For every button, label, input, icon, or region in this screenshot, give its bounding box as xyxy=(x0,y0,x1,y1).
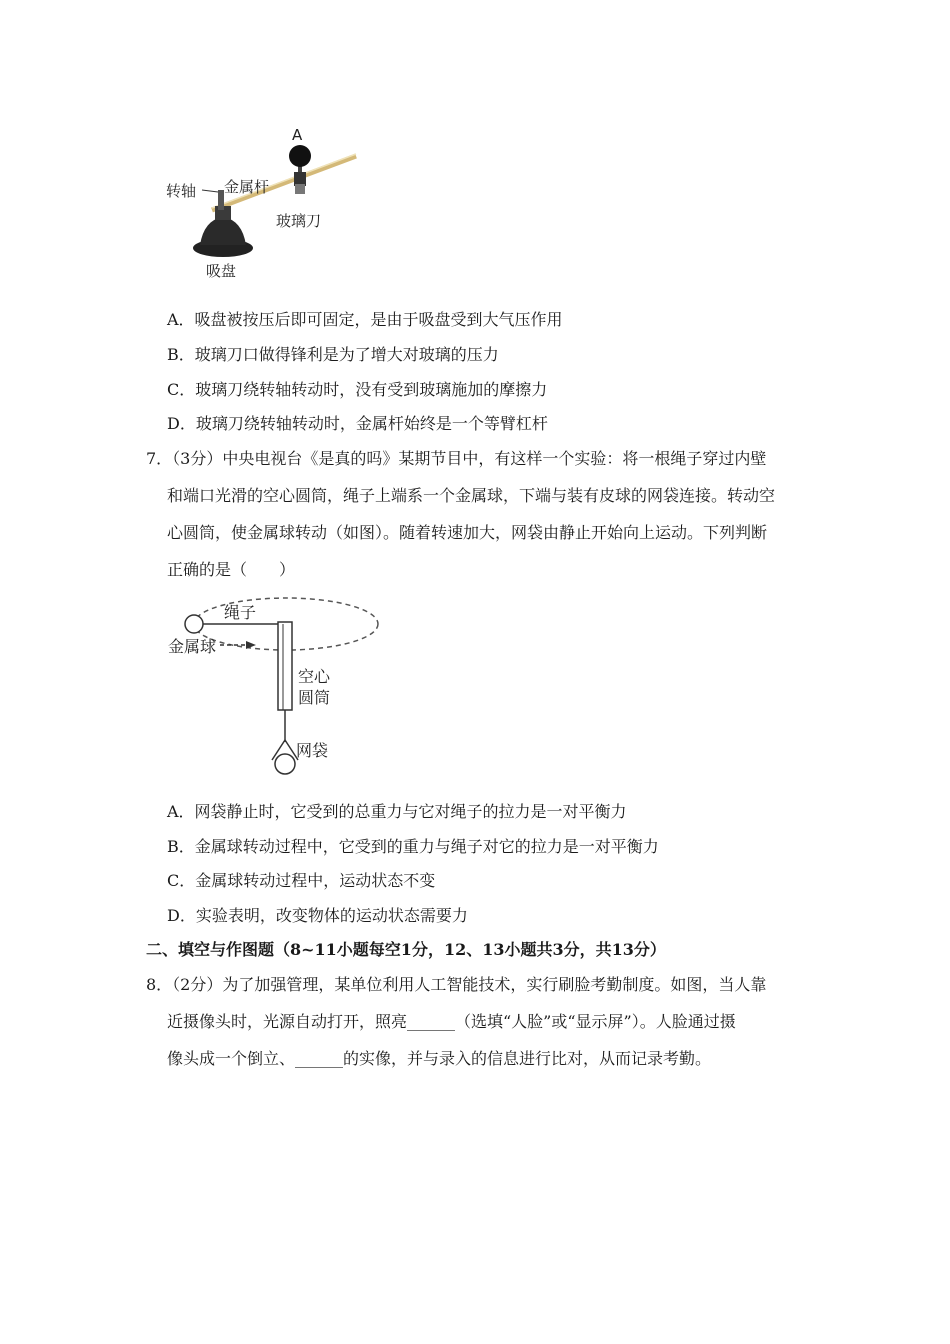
q8-stem-line-3: 像头成一个倒立、______的实像，并与录入的信息进行比对，从而记录考勤。 xyxy=(167,1049,712,1068)
q7-stem-line-2: 和端口光滑的空心圆筒，绳子上端系一个金属球，下端与装有皮球的网袋连接。转动空 xyxy=(167,486,776,505)
q8-stem-line-1: 8．（2分）为了加强管理，某单位利用人工智能技术，实行刷脸考勤制度。如图，当人靠 xyxy=(146,975,767,994)
q7-option-a: A．网袋静止时，它受到的总重力与它对绳子的拉力是一对平衡力 xyxy=(167,802,627,821)
label-tube-1: 空心 xyxy=(298,667,331,686)
q7-option-c: C．金属球转动过程中，运动状态不变 xyxy=(167,871,436,890)
label-rope: 绳子 xyxy=(224,603,257,622)
q7-stem-line-4: 正确的是（ ） xyxy=(167,560,296,579)
label-ball: 金属球 xyxy=(168,637,217,656)
q7-option-d: D．实验表明，改变物体的运动状态需要力 xyxy=(167,906,468,925)
q8-stem-line-2: 近摄像头时，光源自动打开，照亮______（选填“人脸”或“显示屏”）。人脸通过摄 xyxy=(167,1012,736,1031)
q7-stem-line-1: 7．（3分）中央电视台《是真的吗》某期节目中，有这样一个实验：将一根绳子穿过内壁 xyxy=(146,449,767,468)
label-bag: 网袋 xyxy=(296,741,329,760)
direction-arrow xyxy=(246,641,256,649)
q6-option-c: C．玻璃刀绕转轴转动时，没有受到玻璃施加的摩擦力 xyxy=(167,380,548,399)
q6-option-d: D．玻璃刀绕转轴转动时，金属杆始终是一个等臂杠杆 xyxy=(167,414,548,433)
rotating-ball-figure xyxy=(160,590,390,780)
label-a: A xyxy=(292,126,303,144)
q6-option-b: B．玻璃刀口做得锋利是为了增大对玻璃的压力 xyxy=(167,345,499,364)
hollow-tube xyxy=(278,622,292,710)
section-heading: 二、填空与作图题（8~11小题每空1分，12、13小题共3分，共13分） xyxy=(146,940,666,959)
label-tube-2: 圆筒 xyxy=(298,688,331,707)
metal-ball xyxy=(185,615,203,633)
q7-option-b: B．金属球转动过程中，它受到的重力与绳子对它的拉力是一对平衡力 xyxy=(167,837,659,856)
label-suction: 吸盘 xyxy=(206,262,237,280)
glass-cutter-figure xyxy=(160,120,380,285)
q7-stem-line-3: 心圆筒，使金属球转动（如图）。随着转速加大，网袋由静止开始向上运动。下列判断 xyxy=(167,523,768,542)
label-knife: 玻璃刀 xyxy=(276,212,322,230)
label-rod: 金属杆 xyxy=(224,178,270,196)
label-axis: 转轴 xyxy=(166,182,197,200)
knob-a xyxy=(289,145,311,167)
q6-option-a: A．吸盘被按压后即可固定，是由于吸盘受到大气压作用 xyxy=(167,310,563,329)
